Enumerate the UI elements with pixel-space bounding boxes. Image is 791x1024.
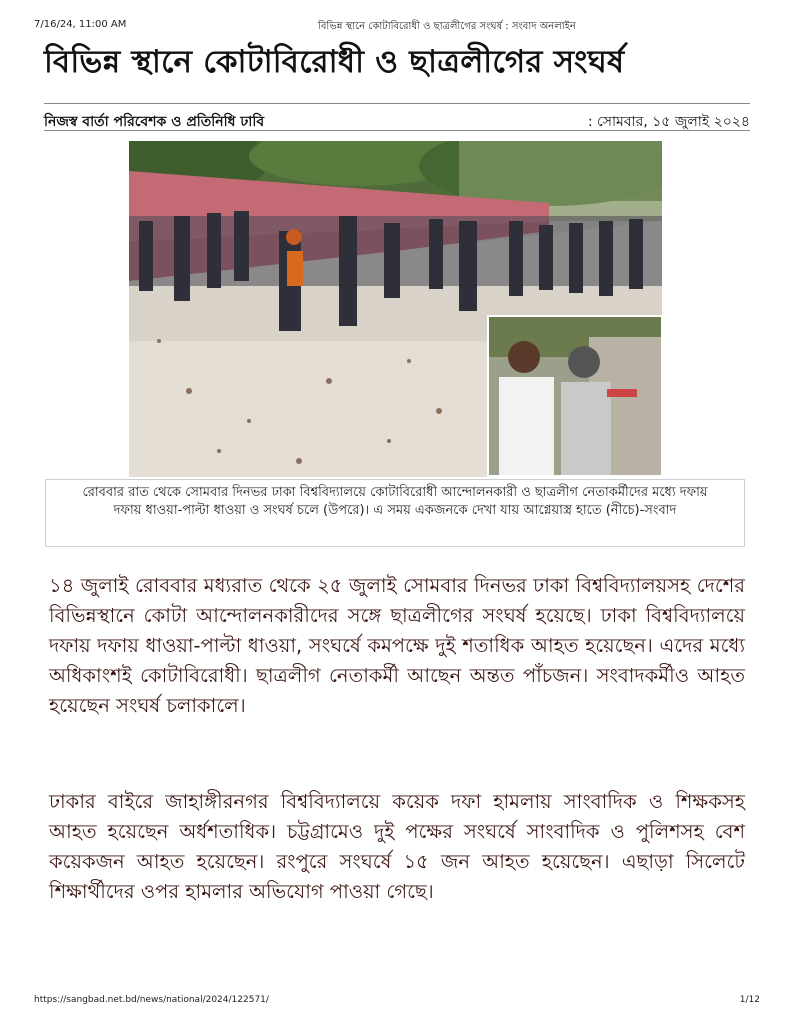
article-paragraph: ঢাকার বাইরে জাহাঙ্গীরনগর বিশ্ববিদ্যালয়ে কয়েক দফা হামলায় সাংবাদিক ও শিক্ষকসহ আহত হয়েছেন অর্ধশতাধিক। চট্টগ্রামেও দুই পক্ষের সংঘর্ষে সাংবাদিক ও পুলিশসহ বেশ কয়েকজন আহত হয়েছেন। রংপুরে সংঘর্ষে ১৫ জন আহত হয়েছেন। এছাড়া সিলেটে শিক্ষার্থীদের ওপর হামলার অভিযোগ পাওয়া গেছে। bbox=[49, 790, 745, 903]
inset-photo bbox=[487, 315, 662, 477]
divider-bottom bbox=[44, 130, 750, 131]
article-photo bbox=[129, 141, 662, 477]
article-byline: নিজস্ব বার্তা পরিবেশক ও প্রতিনিধি ঢাবি bbox=[44, 114, 265, 130]
photo-caption: রোববার রাত থেকে সোমবার দিনভর ঢাকা বিশ্ববিদ্যালয়ে কোটাবিরোধী আন্দোলনকারী ও ছাত্রলীগ নেতাকর্মীদের মধ্যে দফায় দফায় ধাওয়া-পাল্টা ধাওয়া ও সংঘর্ষ চলে (উপরে)। এ সময় একজনকে দেখা যায় আগ্নেয়াস্ত্র হাতে (নীচে)-সংবাদ bbox=[45, 479, 745, 547]
article-headline: বিভিন্ন স্থানে কোটাবিরোধী ও ছাত্রলীগের সংঘর্ষ bbox=[44, 44, 625, 80]
divider-top bbox=[44, 103, 750, 104]
print-url: https://sangbad.net.bd/news/national/2024/122571/ bbox=[34, 995, 269, 1005]
print-page-title: বিভিন্ন স্থানে কোটাবিরোধী ও ছাত্রলীগের সংঘর্ষ : সংবাদ অনলাইন bbox=[318, 21, 576, 32]
article-paragraph: ১৪ জুলাই রোববার মধ্যরাত থেকে ২৫ জুলাই সোমবার দিনভর ঢাকা বিশ্ববিদ্যালয়সহ দেশের বিভিন্নস্থানে কোটা আন্দোলনকারীদের সঙ্গে ছাত্রলীগের সংঘর্ষ হয়েছে। ঢাকা বিশ্ববিদ্যালয়ে দফায় দফায় ধাওয়া-পাল্টা ধাওয়া, সংঘর্ষে কমপক্ষে দুই শতাধিক আহত হয়েছেন। এদের মধ্যে অধিকাংশই কোটাবিরোধী। ছাত্রলীগ নেতাকর্মী আছেন অন্তত পাঁচজন। সংবাদকর্মীও আহত হয়েছেন সংঘর্ষ চলাকালে। bbox=[49, 574, 745, 717]
article-date: : সোমবার, ১৫ জুলাই ২০২৪ bbox=[587, 114, 750, 130]
print-datetime: 7/16/24, 11:00 AM bbox=[34, 19, 127, 30]
print-page-number: 1/12 bbox=[739, 995, 760, 1005]
